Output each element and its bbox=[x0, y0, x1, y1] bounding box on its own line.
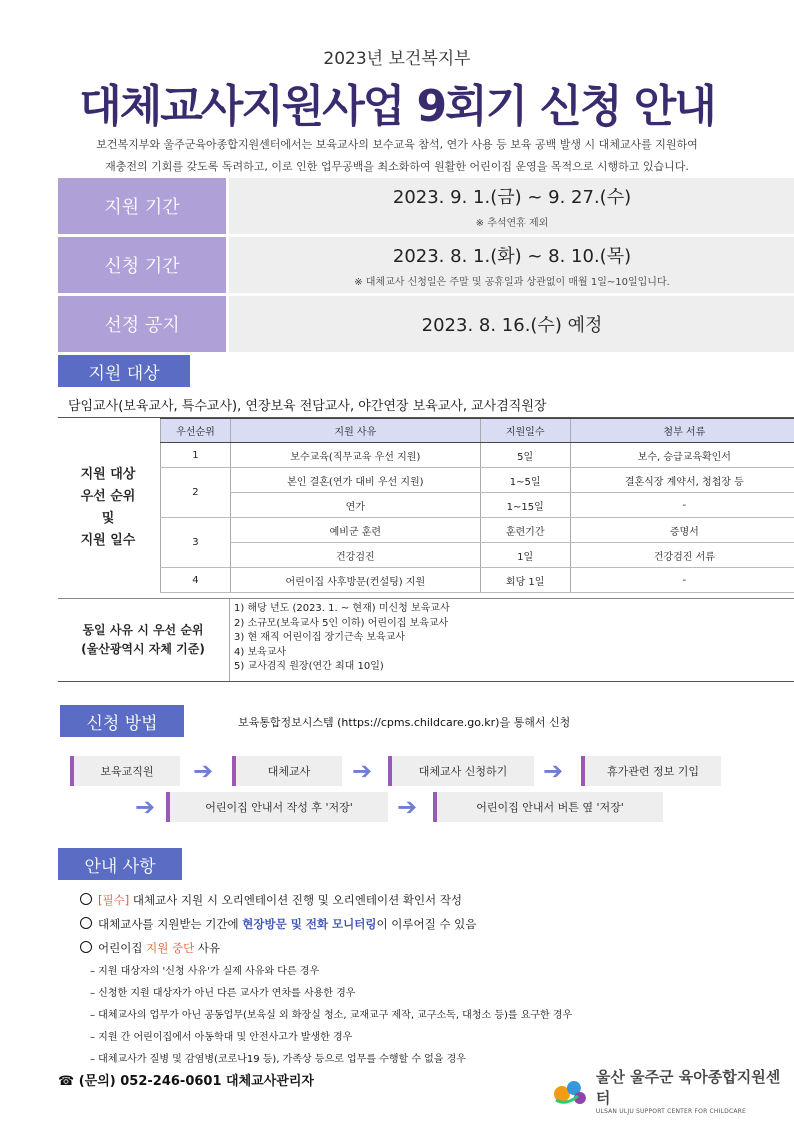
reason-cell: 보수교육(직무교육 우선 지원) bbox=[230, 443, 480, 468]
notice-item bbox=[80, 914, 572, 938]
rank-cell: 2 bbox=[161, 468, 231, 518]
notice-item bbox=[80, 938, 572, 962]
page-title: 대체교사지원사업 9회기 신청 안내 bbox=[79, 81, 715, 132]
logo-sub-text: ULSAN ULJU SUPPORT CENTER FOR CHILDCARE bbox=[595, 1108, 747, 1115]
notice-text: 대체교사를 지원받는 기간에 bbox=[98, 917, 243, 931]
rank-cell: 3 bbox=[161, 518, 231, 568]
days-cell: 1~15일 bbox=[480, 493, 570, 518]
days-cell: 1~5일 bbox=[480, 468, 570, 493]
intro-line: 재충전의 기회를 갖도록 독려하고, 이로 인한 업무공백을 최소화하여 원활한 어린이집 운영을 목적으로 시행하고 있습니다. bbox=[105, 160, 689, 173]
days-cell: 회당 1일 bbox=[480, 568, 570, 593]
notice-list bbox=[80, 890, 572, 1072]
divider bbox=[58, 681, 794, 682]
contact-text: (문의) 052-246-0601 대체교사관리자 bbox=[78, 1074, 314, 1089]
period-note: ※ 대체교사 신청일은 주말 및 공휴일과 상관없이 매월 1일~10일입니다. bbox=[354, 277, 670, 288]
reason-cell: 예비군 훈련 bbox=[230, 518, 480, 543]
flow-step: 어린이집 안내서 작성 후 '저장' bbox=[166, 792, 388, 822]
period-label: 선정 공지 bbox=[58, 296, 226, 352]
intro-line: 보건복지부와 울주군육아종합지원센터에서는 보육교사의 보수교육 참석, 연가 사용 등 보육 공백 발생 시 대체교사를 지원하여 bbox=[96, 138, 698, 151]
period-value bbox=[229, 178, 794, 234]
period-value bbox=[229, 296, 794, 352]
list-item: 2) 소규모(보육교사 5인 이하) 어린이집 보육교사 bbox=[234, 617, 449, 629]
intro-text bbox=[40, 134, 754, 178]
list-item: 1) 해당 년도 (2023. 1. ~ 현재) 미신청 보육교사 bbox=[234, 603, 450, 614]
notice-subitem: – 신청한 지원 대상자가 아닌 다른 교사가 연차를 사용한 경우 bbox=[90, 988, 356, 999]
section-tab-method: 신청 방법 bbox=[60, 705, 184, 737]
period-date: 2023. 8. 1.(화) ~ 8. 10.(목) bbox=[392, 246, 632, 267]
period-date: 2023. 8. 16.(수) 예정 bbox=[421, 315, 603, 336]
criteria-label-line: 및 bbox=[101, 511, 115, 526]
list-item: 3) 현 재직 어린이집 장기근속 보육교사 bbox=[234, 632, 406, 643]
arrow-right-icon: ➔ bbox=[397, 793, 418, 821]
notice-text: 이 이루어질 수 있음 bbox=[376, 917, 477, 931]
section-tab-notice: 안내 사항 bbox=[58, 848, 182, 880]
reason-cell: 건강검진 bbox=[230, 543, 480, 568]
period-date: 2023. 9. 1.(금) ~ 9. 27.(수) bbox=[392, 187, 632, 208]
days-cell: 5일 bbox=[480, 443, 570, 468]
table-header-row bbox=[161, 419, 794, 443]
arrow-right-icon: ➔ bbox=[352, 757, 373, 785]
docs-cell: 결혼식장 계약서, 청첩장 등 bbox=[570, 468, 794, 493]
list-item: 4) 보육교사 bbox=[234, 646, 287, 658]
table-row bbox=[161, 543, 794, 568]
tiebreak-label-line: 동일 사유 시 우선 순위 bbox=[82, 623, 204, 637]
column-header: 첨부 서류 bbox=[570, 419, 794, 443]
required-tag: [필수] bbox=[98, 893, 130, 907]
center-logo-icon bbox=[552, 1076, 588, 1106]
period-label: 신청 기간 bbox=[58, 237, 226, 293]
column-header: 지원 사유 bbox=[230, 419, 480, 443]
docs-cell: 건강검진 서류 bbox=[570, 543, 794, 568]
divider bbox=[229, 599, 230, 681]
circle-bullet-icon bbox=[80, 917, 92, 929]
period-label: 지원 기간 bbox=[58, 178, 226, 234]
notice-item bbox=[80, 890, 572, 914]
divider bbox=[58, 598, 794, 599]
circle-bullet-icon bbox=[80, 941, 92, 953]
criteria-table bbox=[160, 418, 794, 593]
center-logo bbox=[552, 1066, 794, 1115]
notice-highlight: 현장방문 및 전화 모니터링 bbox=[242, 917, 377, 931]
table-row bbox=[161, 568, 794, 593]
subtitle: 2023년 보건복지부 bbox=[323, 49, 471, 69]
reason-cell: 연가 bbox=[230, 493, 480, 518]
docs-cell: - bbox=[570, 493, 794, 518]
reason-cell: 본인 결혼(연가 대비 우선 지원) bbox=[230, 468, 480, 493]
support-target-text: 담임교사(보육교사, 특수교사), 연장보육 전담교사, 야간연장 보육교사, 교사겸직원장 bbox=[68, 399, 547, 414]
docs-cell: 증명서 bbox=[570, 518, 794, 543]
table-row bbox=[161, 443, 794, 468]
notice-subitem: – 대체교사의 업무가 아닌 공동업무(보육실 외 화장실 청소, 교재교구 제작, 교구소독, 대청소 등)를 요구한 경우 bbox=[90, 1010, 573, 1021]
period-row-apply bbox=[58, 237, 794, 293]
criteria-label bbox=[58, 418, 158, 598]
reason-cell: 어린이집 사후방문(컨설팅) 지원 bbox=[230, 568, 480, 593]
notice-subitem: – 지원 대상자의 '신청 사유'가 실제 사유와 다른 경우 bbox=[90, 966, 320, 977]
period-row-support bbox=[58, 178, 794, 234]
criteria-label-line: 우선 순위 bbox=[80, 489, 136, 504]
arrow-right-icon: ➔ bbox=[135, 793, 156, 821]
arrow-right-icon: ➔ bbox=[193, 757, 214, 785]
notice-subitem: – 대체교사가 질병 및 감염병(코로나19 등), 가족상 등으로 업무를 수행할 수 없을 경우 bbox=[90, 1054, 466, 1065]
criteria-label-line: 지원 대상 bbox=[80, 467, 136, 482]
rank-cell: 1 bbox=[161, 443, 231, 468]
column-header: 우선순위 bbox=[161, 419, 231, 443]
tiebreak-list bbox=[234, 602, 450, 675]
list-item: 5) 교사겸직 원장(연간 최대 10일) bbox=[234, 661, 384, 672]
rank-cell: 4 bbox=[161, 568, 231, 593]
logo-main-text: 울산 울주군 육아종합지원센터 bbox=[595, 1068, 781, 1107]
tiebreak-label-line: (울산광역시 자체 기준) bbox=[81, 642, 205, 656]
flow-step: 대체교사 신청하기 bbox=[388, 756, 534, 786]
table-row bbox=[161, 468, 794, 493]
period-row-notice bbox=[58, 296, 794, 352]
section-tab-support-target: 지원 대상 bbox=[58, 355, 190, 387]
phone-icon: ☎ bbox=[58, 1074, 75, 1089]
flow-step: 보육교직원 bbox=[70, 756, 180, 786]
criteria-label-line: 지원 일수 bbox=[80, 533, 136, 548]
method-text: 보육통합정보시스템 (https://cpms.childcare.go.kr)을 통해서 신청 bbox=[238, 716, 571, 729]
flow-step: 휴가관련 정보 기입 bbox=[581, 756, 721, 786]
days-cell: 훈련기간 bbox=[480, 518, 570, 543]
days-cell: 1일 bbox=[480, 543, 570, 568]
table-row bbox=[161, 518, 794, 543]
notice-text: 사유 bbox=[194, 941, 221, 955]
notice-subitem: – 지원 간 어린이집에서 아동학대 및 안전사고가 발생한 경우 bbox=[90, 1032, 353, 1043]
notice-text: 대체교사 지원 시 오리엔테이션 진행 및 오리엔테이션 확인서 작성 bbox=[129, 893, 463, 907]
notice-text: 어린이집 bbox=[98, 941, 147, 955]
circle-bullet-icon bbox=[80, 893, 92, 905]
contact-info bbox=[58, 1070, 314, 1089]
column-header: 지원일수 bbox=[480, 419, 570, 443]
docs-cell: - bbox=[570, 568, 794, 593]
flow-step: 대체교사 bbox=[232, 756, 342, 786]
arrow-right-icon: ➔ bbox=[543, 757, 564, 785]
period-value bbox=[229, 237, 794, 293]
tiebreak-label bbox=[58, 600, 228, 680]
flow-step: 어린이집 안내서 버튼 옆 '저장' bbox=[433, 792, 663, 822]
table-row bbox=[161, 493, 794, 518]
period-note: ※ 추석연휴 제외 bbox=[475, 218, 549, 229]
notice-highlight: 지원 중단 bbox=[146, 941, 195, 955]
docs-cell: 보수, 승급교육확인서 bbox=[570, 443, 794, 468]
